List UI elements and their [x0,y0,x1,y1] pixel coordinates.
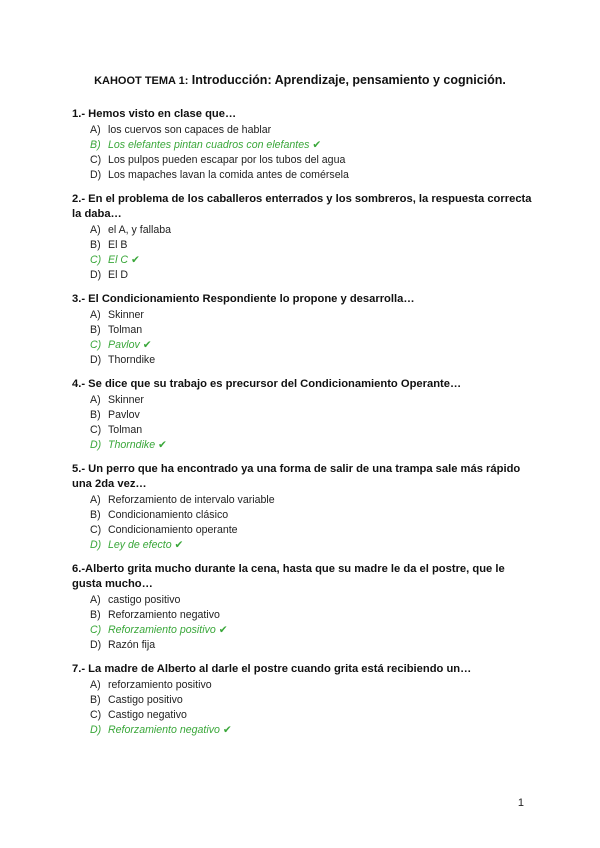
question-text: 7.- La madre de Alberto al darle el postre cuando grita está recibiendo un… [72,663,472,675]
option-text: Castigo positivo [108,694,183,706]
option-letter: C) [90,524,102,536]
answer-options [72,393,532,453]
answer-option [72,323,532,338]
option-letter: B) [90,409,101,421]
option-text: Tolman [108,324,143,336]
answer-option [72,508,532,523]
option-letter: B) [90,324,101,336]
answer-option-correct [72,253,532,268]
answer-option [72,693,532,708]
option-text: castigo positivo [108,594,181,606]
answer-option [72,308,532,323]
option-text: Reforzamiento negativo [108,609,220,621]
answer-option [72,638,532,653]
option-text: El D [108,269,129,281]
answer-option-correct [72,723,532,738]
option-text: Reforzamiento negativo ✔ [108,724,232,736]
option-letter: D) [90,724,102,736]
option-text: Castigo negativo [108,709,187,721]
option-letter: C) [90,154,102,166]
option-letter: C) [90,424,102,436]
option-text: Pavlov [108,409,140,421]
title-prefix: KAHOOT TEMA 1: [94,75,189,87]
answer-option [72,493,532,508]
option-text: Los mapaches lavan la comida antes de comérsela [108,169,349,181]
answer-option [72,393,532,408]
option-letter: B) [90,609,101,621]
option-text: Thorndike ✔ [108,439,167,451]
answer-option [72,238,532,253]
option-letter: C) [90,709,102,721]
option-letter: D) [90,639,102,651]
question-7 [72,662,532,738]
question-1 [72,107,532,183]
answer-options [72,308,532,368]
question-text: 5.- Un perro que ha encontrado ya una forma de salir de una trampa sale más rápido una 2da vez… [72,463,521,490]
answer-option-correct [72,338,532,353]
question-2 [72,192,532,283]
question-list [72,107,532,747]
option-letter: B) [90,694,101,706]
answer-option [72,708,532,723]
option-text: El B [108,239,128,251]
question-text: 4.- Se dice que su trabajo es precursor del Condicionamiento Operante… [72,378,462,390]
option-text: los cuervos son capaces de hablar [108,124,272,136]
option-letter: A) [90,494,101,506]
answer-option [72,268,532,283]
option-letter: B) [90,509,101,521]
answer-option [72,423,532,438]
question-text: 3.- El Condicionamiento Respondiente lo propone y desarrolla… [72,293,415,305]
answer-option [72,223,532,238]
question-5 [72,462,532,553]
option-text: Condicionamiento clásico [108,509,229,521]
option-text: Reforzamiento de intervalo variable [108,494,275,506]
option-text: Ley de efecto ✔ [108,539,184,551]
option-letter: A) [90,124,101,136]
answer-options [72,223,532,283]
answer-option [72,123,532,138]
option-letter: C) [90,254,102,266]
option-letter: A) [90,679,101,691]
option-text: Razón fija [108,639,156,651]
option-text: Reforzamiento positivo ✔ [108,624,228,636]
option-letter: A) [90,394,101,406]
option-letter: B) [90,139,101,151]
title-main: Introducción: Aprendizaje, pensamiento y cognición. [191,73,506,87]
option-text: Thorndike [108,354,156,366]
question-text: 6.-Alberto grita mucho durante la cena, hasta que su madre le da el postre, que le gusta mucho… [72,563,505,590]
answer-option [72,523,532,538]
answer-options [72,678,532,738]
option-letter: A) [90,224,101,236]
option-text: El C ✔ [108,254,140,266]
option-letter: D) [90,169,102,181]
question-text: 2.- En el problema de los caballeros enterrados y los sombreros, la respuesta correcta la daba… [72,193,532,220]
option-letter: D) [90,354,102,366]
answer-option-correct [72,623,532,638]
option-letter: D) [90,439,102,451]
answer-option [72,593,532,608]
answer-options [72,123,532,183]
option-letter: C) [90,339,102,351]
answer-option [72,608,532,623]
option-letter: B) [90,239,101,251]
answer-option-correct [72,538,532,553]
option-text: Condicionamiento operante [108,524,238,536]
question-4 [72,377,532,453]
answer-option [72,678,532,693]
option-letter: A) [90,309,101,321]
option-text: Los pulpos pueden escapar por los tubos del agua [108,154,346,166]
option-text: Tolman [108,424,143,436]
option-text: el A, y fallaba [108,224,172,236]
option-text: Skinner [108,309,144,321]
option-text: Skinner [108,394,144,406]
answer-option-correct [72,438,532,453]
question-6 [72,562,532,653]
answer-option [72,408,532,423]
option-text: reforzamiento positivo [108,679,212,691]
option-letter: A) [90,594,101,606]
option-letter: D) [90,539,102,551]
answer-option [72,153,532,168]
option-letter: D) [90,269,102,281]
answer-options [72,493,532,553]
answer-option [72,168,532,183]
answer-options [72,593,532,653]
page-number: 1 [517,797,524,809]
question-3 [72,292,532,368]
question-text: 1.- Hemos visto en clase que… [72,108,237,120]
option-text: Los elefantes pintan cuadros con elefantes ✔ [108,139,322,151]
option-text: Pavlov ✔ [108,339,152,351]
option-letter: C) [90,624,102,636]
answer-option-correct [72,138,532,153]
answer-option [72,353,532,368]
document-title [0,73,600,87]
